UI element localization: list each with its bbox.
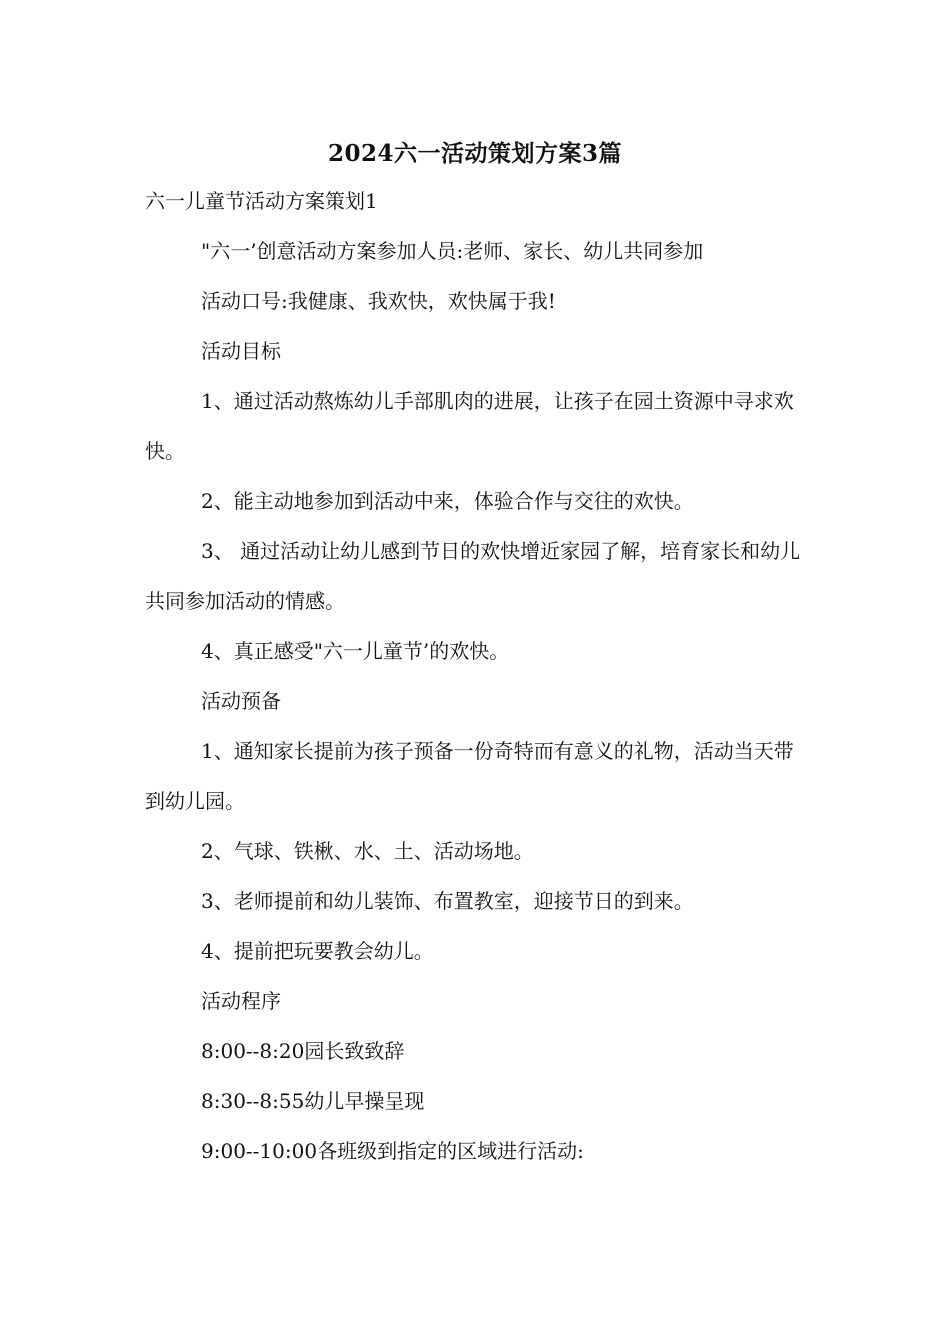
- paragraph-prep-3: 3、老师提前和幼儿装饰、布置教室，迎接节日的到来。: [201, 889, 694, 913]
- schedule-item-2: 8:30--8:55幼儿早操呈现: [201, 1089, 425, 1113]
- heading-preparation: 活动预备: [201, 689, 281, 713]
- heading-procedure: 活动程序: [201, 989, 281, 1013]
- paragraph-prep-4: 4、提前把玩要教会幼儿。: [201, 939, 434, 963]
- schedule-item-1: 8:00--8:20园长致致辞: [201, 1039, 405, 1063]
- section-heading: 六一儿童节活动方案策划1: [145, 189, 378, 213]
- paragraph-slogan: 活动口号:我健康、我欢快，欢快属于我!: [201, 289, 556, 313]
- paragraph-goal-1: 1、通过活动熬炼幼儿手部肌肉的进展，让孩子在园土资源中寻求欢快。: [145, 389, 794, 463]
- paragraph-prep-1: 1、通知家长提前为孩子预备一份奇特而有意义的礼物，活动当天带到幼儿园。: [145, 739, 794, 813]
- paragraph-goal-4: 4、真正感受"六一儿童节’的欢快。: [201, 639, 510, 663]
- paragraph-participants: "六一’创意活动方案参加人员:老师、家长、幼儿共同参加: [201, 239, 704, 263]
- paragraph-prep-2: 2、气球、铁楸、水、土、活动场地。: [201, 839, 534, 863]
- schedule-item-3: 9:00--10:00各班级到指定的区域进行活动:: [201, 1139, 584, 1163]
- paragraph-goal-3: 3、 通过活动让幼儿感到节日的欢快增近家园了解，培育家长和幼儿共同参加活动的情感。: [145, 539, 801, 613]
- paragraph-goal-2: 2、能主动地参加到活动中来，体验合作与交往的欢快。: [201, 489, 694, 513]
- heading-goals: 活动目标: [201, 339, 281, 363]
- document-title: 2024六一活动策划方案3篇: [327, 140, 623, 167]
